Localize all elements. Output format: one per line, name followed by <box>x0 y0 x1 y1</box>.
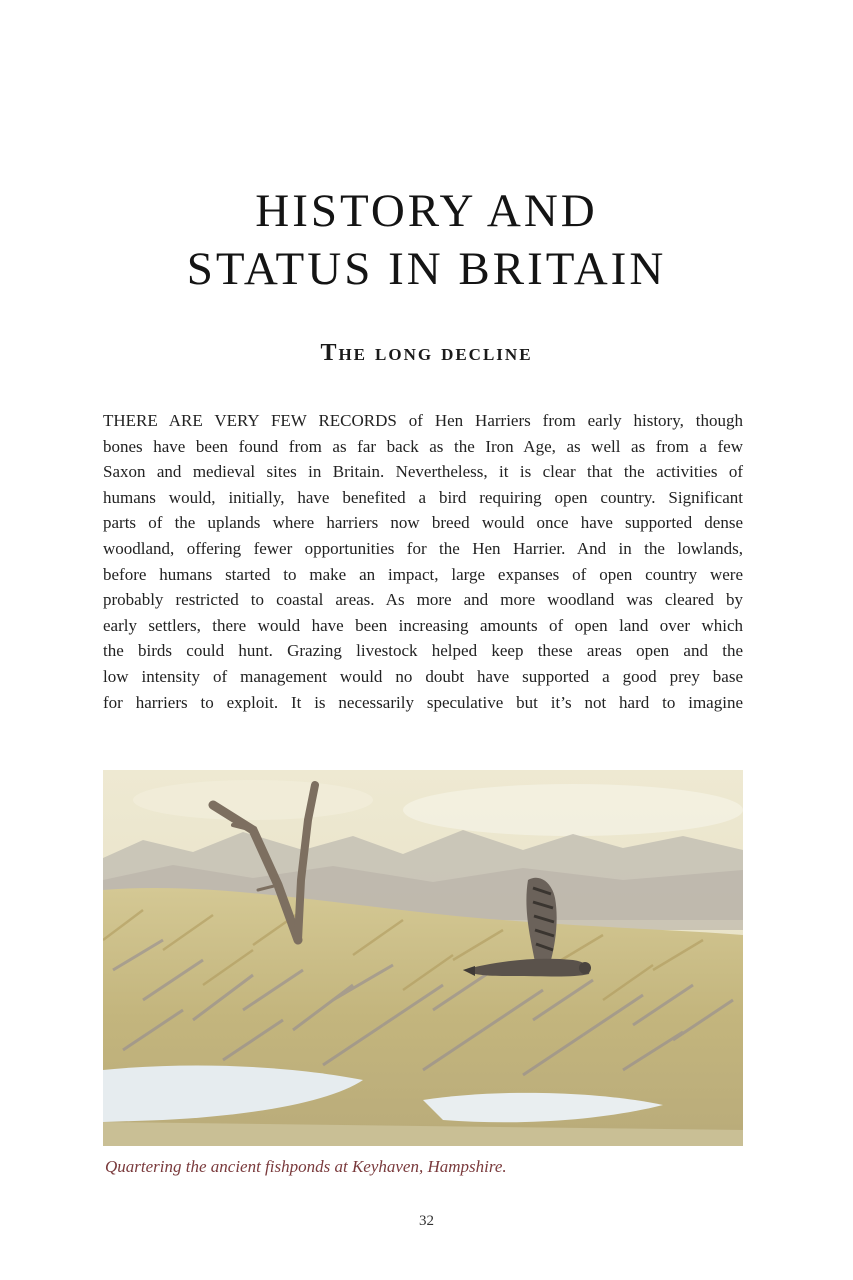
body-line-1: THERE ARE VERY FEW RECORDS of Hen Harriers from early history, though <box>103 411 743 430</box>
page-number: 32 <box>419 1213 434 1229</box>
body-line-6: woodland, offering fewer opportunities for the Hen Harrier. And in the lowlands, <box>103 538 743 558</box>
illustration-caption: Quartering the ancient fishponds at Keyhaven, Hampshire. <box>105 1157 507 1176</box>
body-line-10: the birds could hunt. Grazing livestock helped keep these areas open and the <box>103 641 743 661</box>
body-line-2: bones have been found from as far back as the Iron Age, as well as from a few <box>103 436 743 456</box>
chapter-title-line-2: STATUS IN BRITAIN <box>186 243 667 295</box>
chapter-title-line-1: HISTORY AND <box>255 185 598 237</box>
body-paragraph <box>103 408 743 715</box>
section-heading: The long decline <box>320 340 533 366</box>
body-line-4: humans would, initially, have benefited a bird requiring open country. Significant <box>103 487 743 507</box>
body-line-5: parts of the uplands where harriers now breed would once have supported dense <box>103 513 743 533</box>
chapter-title <box>0 182 853 298</box>
body-line-11: low intensity of management would no doubt have supported a good prey base <box>103 666 743 686</box>
body-line-3: Saxon and medieval sites in Britain. Nevertheless, it is clear that the activities of <box>103 462 743 482</box>
harrier-landscape-painting <box>103 770 743 1146</box>
watercolour-illustration <box>103 770 743 1146</box>
body-line-9: early settlers, there would have been increasing amounts of open land over which <box>103 615 743 635</box>
body-line-7: before humans started to make an impact, large expanses of open country were <box>103 564 743 584</box>
body-line-12: for harriers to exploit. It is necessarily speculative but it’s not hard to imagine <box>103 692 743 712</box>
body-line-8: probably restricted to coastal areas. As more and more woodland was cleared by <box>103 590 743 610</box>
